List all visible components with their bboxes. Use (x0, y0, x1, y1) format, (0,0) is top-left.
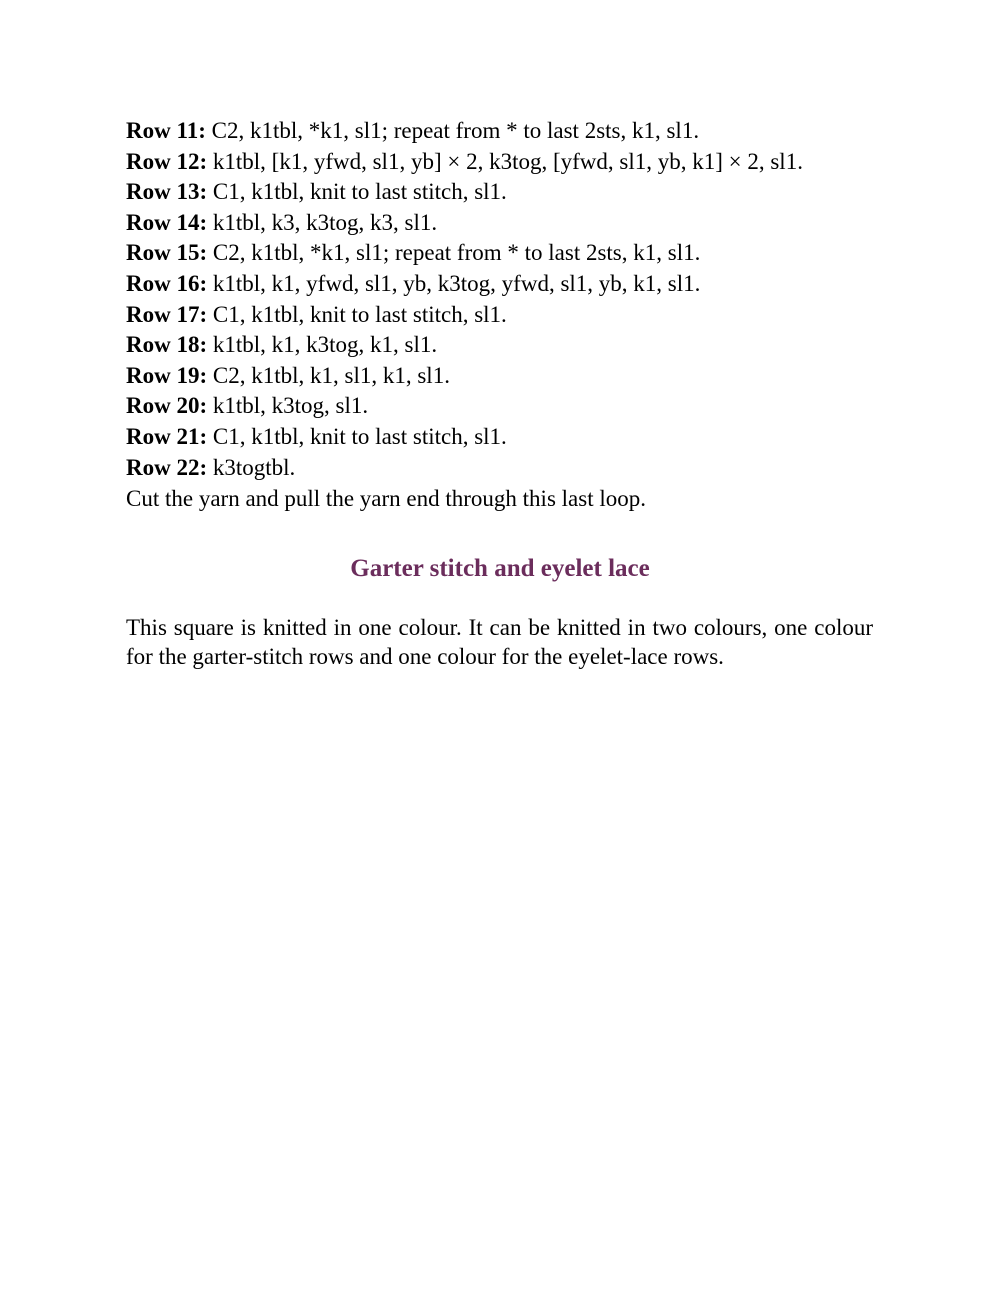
row-label: Row 19: (126, 362, 208, 388)
row-text: k1tbl, k1, yfwd, sl1, yb, k3tog, yfwd, sl1, yb, k1, sl1. (207, 270, 701, 296)
row-text: C1, k1tbl, knit to last stitch, sl1. (207, 301, 507, 327)
row-text: k1tbl, k3, k3tog, k3, sl1. (207, 209, 438, 235)
row-instruction (126, 208, 886, 239)
row-label: Row 20: (126, 393, 208, 419)
row-instruction (126, 391, 886, 422)
row-label: Row 11: (126, 118, 206, 143)
section-paragraph: This square is knitted in one colour. It can be knitted in two colours, one colour for the garter-stitch rows and one colour for the eyelet-lace rows. (126, 615, 873, 669)
row-instruction (126, 238, 886, 269)
row-text: C2, k1tbl, k1, sl1, k1, sl1. (207, 362, 450, 388)
row-label: Row 16: (126, 270, 208, 296)
row-label: Row 14: (126, 209, 208, 235)
row-text: k1tbl, k1, k3tog, k1, sl1. (207, 332, 438, 358)
row-label: Row 17: (126, 301, 208, 327)
row-label: Row 15: (126, 240, 208, 266)
row-label: Row 12: (126, 148, 208, 174)
row-instruction (126, 422, 886, 453)
row-text: C2, k1tbl, *k1, sl1; repeat from * to last 2sts, k1, sl1. (205, 118, 700, 143)
row-instruction (126, 330, 886, 361)
row-label: Row 21: (126, 423, 208, 449)
row-instructions-list (126, 116, 886, 483)
section-heading: Garter stitch and eyelet lace (350, 555, 650, 582)
row-text: k1tbl, k3tog, sl1. (207, 393, 369, 419)
row-instruction (126, 300, 886, 331)
row-instruction (126, 269, 886, 300)
row-instruction (126, 116, 886, 147)
row-text: k3togtbl. (207, 454, 296, 480)
row-label: Row 13: (126, 179, 208, 205)
row-text: C2, k1tbl, *k1, sl1; repeat from * to last 2sts, k1, sl1. (207, 240, 701, 266)
row-label: Row 22: (126, 454, 208, 480)
row-instruction (126, 361, 886, 392)
row-instruction (126, 147, 886, 178)
row-text: k1tbl, [k1, yfwd, sl1, yb] × 2, k3tog, [yfwd, sl1, yb, k1] × 2, sl1. (207, 148, 803, 174)
row-instruction (126, 453, 886, 484)
closing-instruction: Cut the yarn and pull the yarn end through this last loop. (126, 486, 646, 511)
row-instruction (126, 177, 886, 208)
row-label: Row 18: (126, 332, 208, 358)
row-text: C1, k1tbl, knit to last stitch, sl1. (207, 423, 507, 449)
row-text: C1, k1tbl, knit to last stitch, sl1. (207, 179, 507, 205)
